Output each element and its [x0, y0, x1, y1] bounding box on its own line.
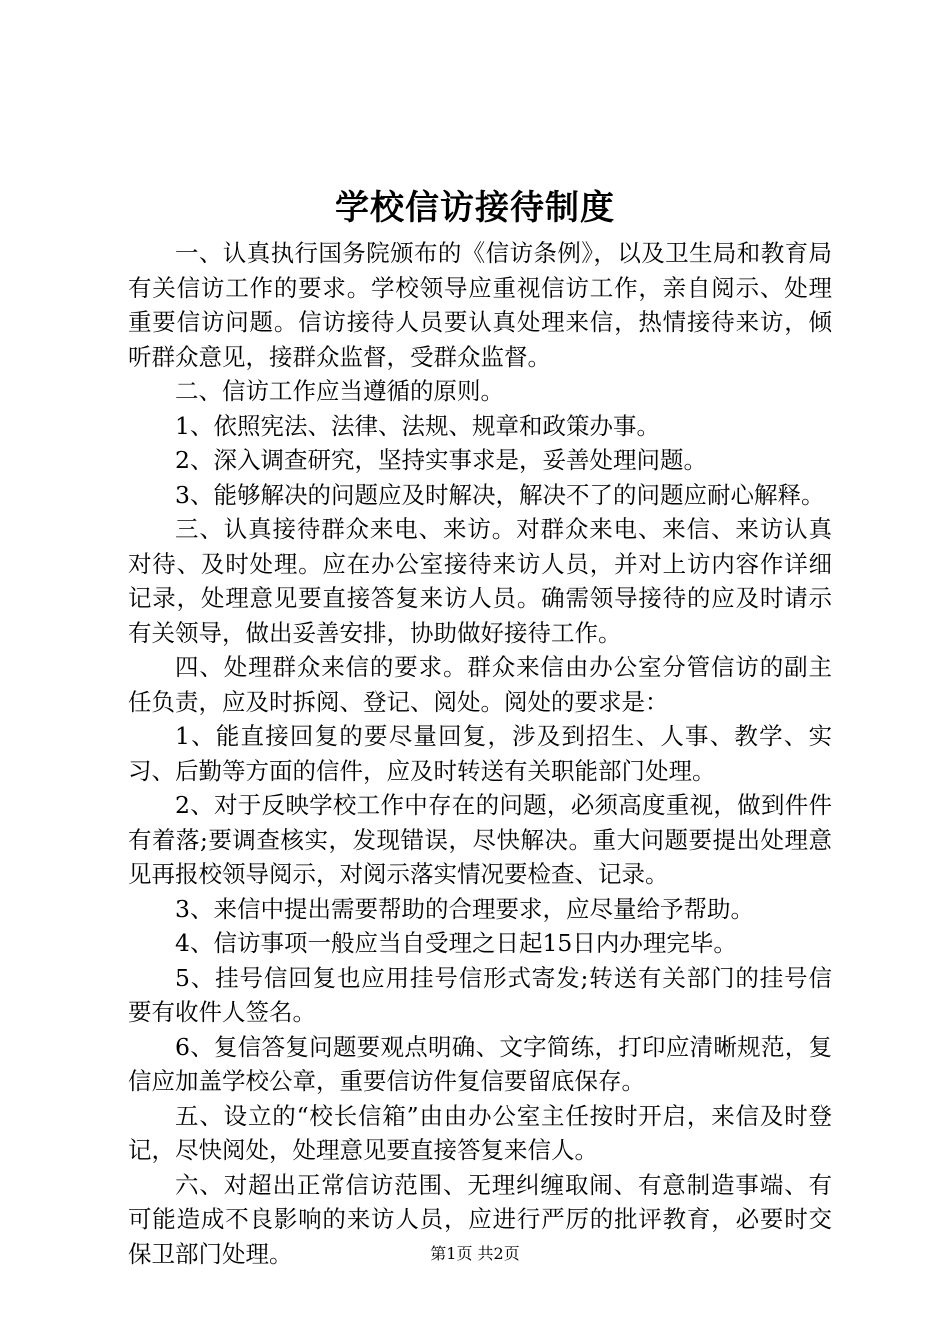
paragraph-4: 2、深入调查研究，坚持实事求是，妥善处理问题。 — [175, 446, 707, 474]
document-body — [128, 236, 832, 1271]
paragraph-5: 3、能够解决的问题应及时解决，解决不了的问题应耐心解释。 — [175, 480, 825, 509]
document-title: 学校信访接待制度 — [335, 188, 615, 228]
paragraph-15: 六、对超出正常信访范围、无理纠缠取闹、有意制造事端、有可能造成不良影响的来访人员，应进行严厉的批评教育，必要时交保卫部门处理。 — [128, 1170, 832, 1268]
paragraph-10: 3、来信中提出需要帮助的合理要求，应尽量给予帮助。 — [175, 894, 754, 923]
paragraph-8: 1、能直接回复的要尽量回复，涉及到招生、人事、教学、实习、后勤等方面的信件，应及时转送有关职能部门处理。 — [128, 722, 832, 785]
paragraph-14: 五、设立的“校长信箱”由由办公室主任按时开启，来信及时登记，尽快阅处，处理意见要直接答复来信人。 — [128, 1101, 832, 1164]
paragraph-13: 6、复信答复问题要观点明确、文字简练，打印应清晰规范，复信应加盖学校公章，重要信访件复信要留底保存。 — [128, 1032, 832, 1095]
paragraph-9: 2、对于反映学校工作中存在的问题，必须高度重视，做到件件有着落;要调查核实，发现错误，尽快解决。重大问题要提出处理意见再报校领导阅示，对阅示落实情况要检查、记录。 — [128, 791, 832, 888]
paragraph-12: 5、挂号信回复也应用挂号信形式寄发;转送有关部门的挂号信要有收件人签名。 — [128, 963, 832, 1026]
paragraph-3: 1、依照宪法、法律、法规、规章和政策办事。 — [175, 411, 660, 440]
paragraph-7: 四、处理群众来信的要求。群众来信由办公室分管信访的副主任负责，应及时拆阅、登记、阅处。阅处的要求是： — [128, 653, 832, 716]
paragraph-11: 4、信访事项一般应当自受理之日起15日内办理完毕。 — [175, 929, 737, 957]
paragraph-2: 二、信访工作应当遵循的原则。 — [175, 377, 504, 405]
paragraph-1: 一、认真执行国务院颁布的《信访条例》，以及卫生局和教育局有关信访工作的要求。学校领导应重视信访工作，亲自阅示、处理重要信访问题。信访接待人员要认真处理来信，热情接待来访，倾听群众意见，接群众监督，受群众监督。 — [128, 239, 832, 371]
page-number-footer: 第1页 共2页 — [430, 1244, 520, 1263]
paragraph-6: 三、认真接待群众来电、来访。对群众来电、来信、来访认真对待、及时处理。应在办公室接待来访人员，并对上访内容作详细记录，处理意见要直接答复来访人员。确需领导接待的应及时请示有关领导，做出妥善安排，协助做好接待工作。 — [128, 515, 832, 647]
